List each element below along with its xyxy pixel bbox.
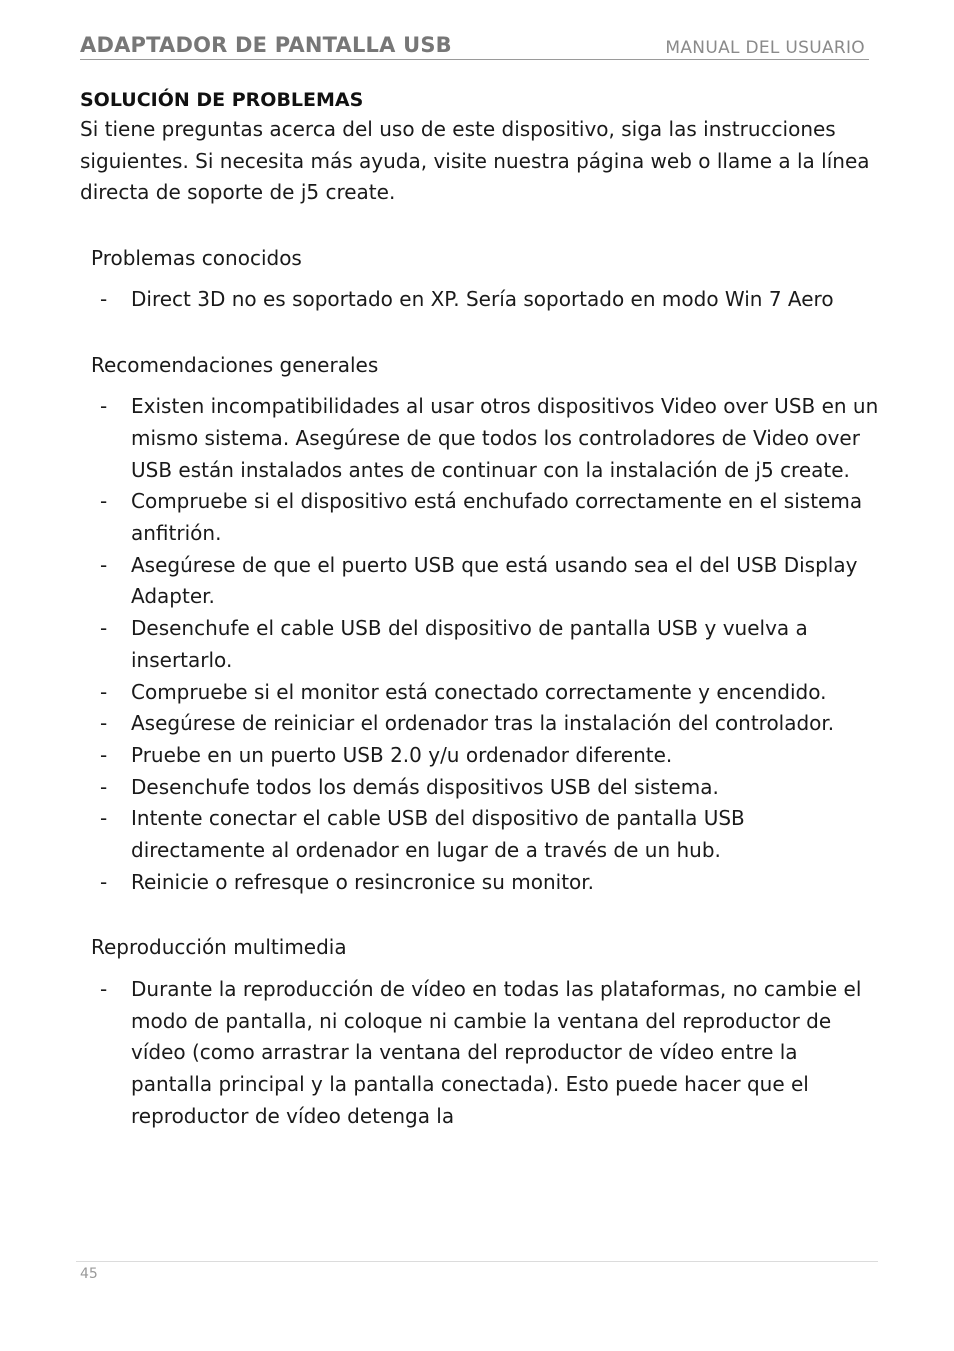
- footer-divider: [76, 1261, 878, 1262]
- list-item: - Reinicie o refresque o resincronice su monitor.: [80, 867, 880, 899]
- intro-paragraph: Si tiene preguntas acerca del uso de este dispositivo, siga las instrucciones siguientes. Si necesita más ayuda, visite nuestra página web o llame a la línea directa de soporte de j5 create.: [80, 117, 870, 204]
- manual-label: MANUAL DEL USUARIO: [665, 38, 865, 58]
- list-item: - Durante la reproducción de vídeo en todas las plataformas, no cambie el modo de pantalla, ni coloque ni cambie la ventana del reproductor de vídeo (como arrastrar la ventana del reproductor de vídeo entre la pantalla principal y la pantalla conectada). Esto puede hacer que el reproductor de vídeo detenga la: [80, 974, 880, 1133]
- list-item: - Pruebe en un puerto USB 2.0 y/u ordenador diferente.: [80, 740, 880, 772]
- multimedia-list: [80, 974, 880, 1133]
- list-item: - Compruebe si el monitor está conectado correctamente y encendido.: [80, 677, 880, 709]
- bullet-dash: -: [100, 774, 108, 799]
- bullet-dash: -: [100, 394, 108, 419]
- bullet-dash: -: [100, 616, 108, 641]
- bullet-dash: -: [100, 869, 108, 894]
- list-item: - Desenchufe el cable USB del dispositivo de pantalla USB y vuelva a insertarlo.: [80, 613, 880, 676]
- document-title: ADAPTADOR DE PANTALLA USB: [80, 33, 452, 57]
- list-item: - Intente conectar el cable USB del dispositivo de pantalla USB directamente al ordenador en lugar de a través de un hub.: [80, 803, 880, 866]
- page-header: [80, 31, 869, 60]
- bullet-dash: -: [100, 711, 108, 736]
- list-item: - Desenchufe todos los demás dispositivos USB del sistema.: [80, 772, 880, 804]
- list-item: - Asegúrese de reiniciar el ordenador tras la instalación del controlador.: [80, 708, 880, 740]
- page-content: [80, 86, 880, 1132]
- page-number: 45: [80, 1266, 98, 1282]
- general-list: [80, 391, 880, 898]
- bullet-dash: -: [100, 552, 108, 577]
- bullet-dash: -: [100, 742, 108, 767]
- list-item: - Existen incompatibilidades al usar otros dispositivos Video over USB en un mismo sistema. Asegúrese de que todos los controladores de Video over USB están instalados antes de continuar con la instalación de j5 create.: [80, 391, 880, 486]
- section-title: SOLUCIÓN DE PROBLEMAS: [80, 89, 364, 111]
- known-issues-list: [80, 284, 880, 316]
- bullet-dash: -: [100, 679, 108, 704]
- list-item: - Compruebe si el dispositivo está enchufado correctamente en el sistema anfitrión.: [80, 486, 880, 549]
- bullet-dash: -: [100, 489, 108, 514]
- list-item: - Asegúrese de que el puerto USB que está usando sea el del USB Display Adapter.: [80, 550, 880, 613]
- bullet-dash: -: [100, 806, 108, 831]
- bullet-dash: -: [100, 976, 108, 1001]
- list-item: - Direct 3D no es soportado en XP. Sería soportado en modo Win 7 Aero: [80, 284, 880, 316]
- known-issues-heading: Problemas conocidos: [91, 245, 302, 270]
- multimedia-heading: Reproducción multimedia: [91, 935, 347, 960]
- bullet-dash: -: [100, 287, 108, 311]
- general-heading: Recomendaciones generales: [91, 352, 379, 377]
